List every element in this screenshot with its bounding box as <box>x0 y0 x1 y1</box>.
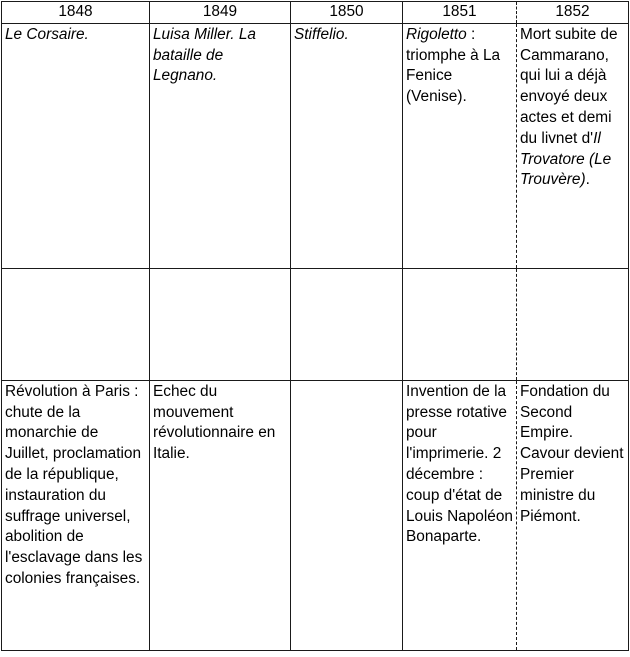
works-1852-cell <box>517 23 629 268</box>
works-1851-title: Rigoletto <box>406 25 467 43</box>
works-1849-text: Luisa Miller. La bataille de Legnano. <box>153 25 256 85</box>
empty-1852-cell <box>517 268 629 380</box>
works-1851-cell <box>403 23 517 268</box>
empty-row <box>2 268 629 380</box>
year-1851-header: 1851 <box>403 2 517 24</box>
works-1852-period: . <box>585 171 590 189</box>
empty-1851-cell <box>403 268 517 380</box>
empty-1848-cell <box>2 268 150 380</box>
events-1849-cell: Echec du mouvement révolutionnaire en Italie. <box>150 380 291 650</box>
events-1850-cell <box>291 380 403 650</box>
events-1852-cell: Fondation du Second Empire. Cavour devient Premier ministre du Piémont. <box>517 380 629 650</box>
empty-1850-cell <box>291 268 403 380</box>
year-1852-header: 1852 <box>517 2 629 24</box>
works-1850-cell <box>291 23 403 268</box>
works-1848-text: Le Corsaire. <box>5 25 89 43</box>
year-1848-header: 1848 <box>2 2 150 24</box>
events-1851-cell: Invention de la presse rotative pour l'imprimerie. 2 décembre : coup d'état de Louis Napoléon Bonaparte. <box>403 380 517 650</box>
works-1851-text: : triomphe à La Fenice (Venise). <box>406 25 501 106</box>
works-1849-cell <box>150 23 291 268</box>
empty-1849-cell <box>150 268 291 380</box>
year-1849-header: 1849 <box>150 2 291 24</box>
year-header-row <box>2 2 629 24</box>
works-row <box>2 23 629 268</box>
works-1852-title: Il Trovatore (Le Trouvère) <box>520 129 612 189</box>
works-1852-text: Mort subite de Cammarano, qui lui a déjà envoyé deux actes et demi du livnet d' <box>520 25 618 147</box>
events-1848-cell: Révolution à Paris : chute de la monarchie de Juillet, proclamation de la république, instauration du suffrage universel, abolition de l'esclavage dans les colonies françaises. <box>2 380 150 650</box>
timeline-table <box>1 1 629 651</box>
events-row <box>2 380 629 650</box>
works-1848-cell <box>2 23 150 268</box>
year-1850-header: 1850 <box>291 2 403 24</box>
works-1850-text: Stiffelio. <box>294 25 349 43</box>
